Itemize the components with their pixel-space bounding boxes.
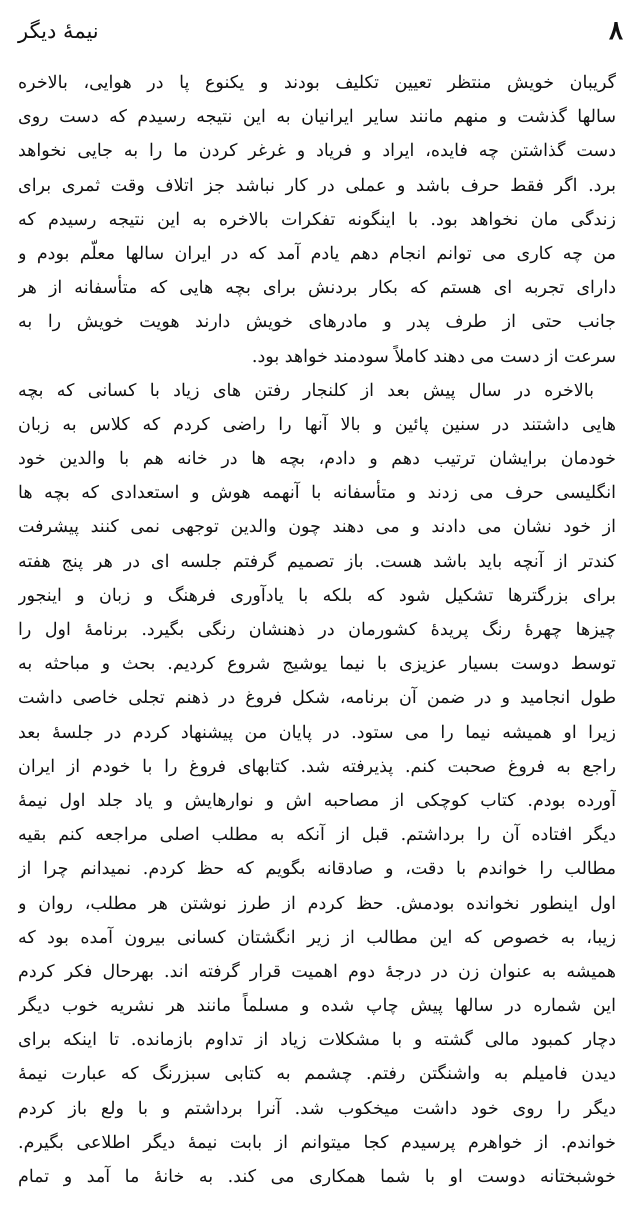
text-line: بالاخره در سال پیش بعد از کلنجار رفتن های زیاد با کسانی که بچه: [18, 380, 594, 401]
text-line: از خود نشان می دادند و می دهند چون والدین توجهی نمی کنند پیشرفت: [18, 517, 616, 538]
text-line: خوشبختانه دوست او با شما همکاری می کند. به خانهٔ ما آمد و تمام: [18, 1167, 616, 1187]
text-line: دچار کمبود مالی گشته و با مشکلات زیاد از تداوم بازمانده. تا اینکه برای: [18, 1030, 616, 1051]
text-line: کندتر از آنچه باید باشد هست. باز تصمیم گرفتم جلسه ای در هر پنج هفته: [18, 551, 616, 572]
text-line: آورده بودم. کتاب کوچکی از مصاحبه اش و نوارهایش و یاد جلد اول نیمهٔ: [18, 790, 616, 811]
text-line: سالها گذشت و منهم مانند سایر ایرانیان به این نتیجه رسیدم که دست روی: [18, 107, 616, 128]
text-line: برای بزرگترها تشکیل شود که بلکه با یادآوری فرهنگ و زبان و اینجور: [18, 585, 616, 606]
body-text: [18, 66, 616, 1194]
text-line: انگلیسی حرف می زدند و متأسفانه با آنهمه هوش و استعدادی که بچه ها: [18, 483, 616, 504]
text-line: من چه کاری می توانم انجام دهم یادم آمد که در ایران سالها معلّم بودم و: [18, 243, 616, 264]
text-line: دیگر را روی خود داشت میخکوب شد. آنرا برداشتم و با ولع باز کردم: [18, 1098, 616, 1119]
text-line: خودمان برایشان ترتیب دهم و دادم، بچه ها در خانه هم با والدین خود: [18, 449, 616, 470]
text-line: اول اینطور نخوانده بودمش. حظ کردم از طرز نوشتن هر مطلب، روان و: [18, 893, 616, 914]
text-line: دیدن فامیلم به واشنگتن رفتم. چشمم به کتابی سبزرنگ که عبارت نیمهٔ: [18, 1064, 616, 1085]
text-line: طول انجامید و در ضمن آن برنامه، شکل فروغ در ذهنم تجلی خاصی داشت: [18, 688, 616, 709]
text-line: دیگر افتاده آن را برداشتم. قبل از آنکه به مطلب اصلی مراجعه کنم بقیه: [18, 825, 616, 846]
text-line: برد. اگر فقط حرف باشد و عملی در کار نباشد جز اتلاف وقت ثمری برای: [18, 175, 616, 196]
text-line: دست گذاشتن چه فایده، ایراد و فریاد و غرغر کردن ما را به جایی نخواهد: [18, 141, 616, 162]
text-line: مطالب را خواندم با دقت، و صادقانه بگویم که حظ کردم. نمیدانم چرا از: [18, 859, 616, 880]
text-line: جانب حتی از طرف پدر و مادرهای خویش دارند هویت خویش را به: [18, 312, 616, 333]
text-line: راجع به فروغ صحبت کنم. پذیرفته شد. کتابهای فروغ را با خودم از ایران: [18, 756, 616, 777]
text-line: چیزها چهرهٔ رنگ پریدهٔ کشورمان در ذهنشان رنگی بگیرد. برنامهٔ اول را: [18, 620, 616, 640]
text-line: هایی داشتند در سنین پائین و بالا آنها را راضی کردم که کلاس به زبان: [18, 414, 616, 435]
paragraph: [18, 374, 616, 1195]
paragraph: [18, 66, 616, 374]
text-line: توسط دوست بسیار عزیزی با نیما یوشیج شروع کردیم. بحث و مباحثه به: [18, 654, 616, 675]
text-line: سرعت از دست می دهند کاملاً سودمند خواهد بود.: [251, 346, 616, 367]
text-line: همیشه به عنوان زن در درجهٔ دوم اهمیت قرار گرفته اند. بهرحال فکر کردم: [18, 961, 616, 982]
text-line: زندگی مان نخواهد بود. با اینگونه تفکرات بالاخره به این نتیجه رسیدم که: [18, 209, 616, 230]
text-line: زیبا، به خصوص که این مطالب از زیر انگشتان کسانی بیرون آمده بود که: [18, 927, 616, 948]
page-number: ۸: [609, 16, 623, 46]
text-line: گریبان خویش منتظر تعیین تکلیف بودند و یکنوع پا در هوایی، بالاخره: [18, 73, 616, 93]
text-line: خواندم. از خواهرم پرسیدم کجا میتوانم از بابت نیمهٔ دیگر اطلاعی بگیرم.: [18, 1132, 616, 1153]
text-line: دارای تجربه ای هستم که بکار بردنش برای بچه هایی که متأسفانه از هر: [18, 278, 616, 299]
text-line: این شماره در سالها پیش چاپ شده و مسلماً مانند هر نشریه خوب دیگر: [18, 996, 616, 1017]
running-title: نیمهٔ دیگر: [18, 19, 99, 43]
page-header: [18, 14, 623, 54]
text-line: زیرا او همیشه نیما را می ستود. در پایان من پیشنهاد کردم در جلسهٔ بعد: [18, 722, 616, 743]
